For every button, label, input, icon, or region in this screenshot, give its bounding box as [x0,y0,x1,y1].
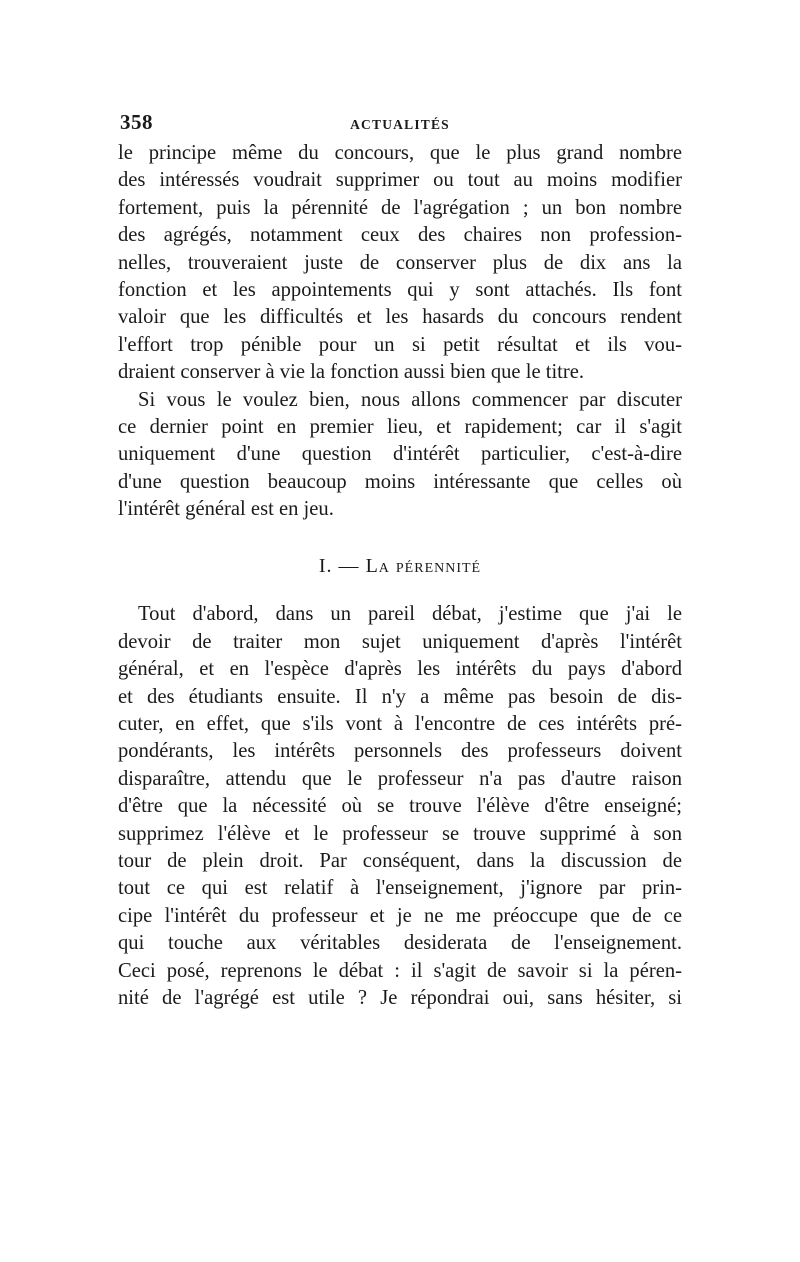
text-line: uniquement d'une question d'intérêt particulier, c'est-à-dire [118,443,682,466]
text-line: Tout d'abord, dans un pareil débat, j'estime que j'ai le [138,603,682,626]
text-line: d'une question beaucoup moins intéressante que celles où [118,470,682,493]
text-line: disparaître, attendu que le professeur n'a pas d'autre raison [118,767,682,790]
text-line: ce dernier point en premier lieu, et rapidement; car il s'agit [118,415,682,438]
paragraph-2 [118,387,682,524]
book-page [118,110,682,1012]
text-line: qui touche aux véritables desiderata de l'enseignement. [118,932,682,955]
page-number: 358 [120,110,153,134]
running-head: ACTUALITÉS [350,117,450,132]
text-line: des intéressés voudrait supprimer ou tout au moins modifier [118,169,682,192]
text-line: tour de plein droit. Par conséquent, dans la discussion de [118,849,682,872]
text-line: fortement, puis la pérennité de l'agrégation ; un bon nombre [118,196,682,219]
text-line: devoir de traiter mon sujet uniquement d'après l'intérêt [118,630,682,653]
text-line: fonction et les appointements qui y sont attachés. Ils font [118,278,682,301]
text-line: Ceci posé, reprenons le débat : il s'agit de savoir si la péren- [118,959,682,982]
text-line: tout ce qui est relatif à l'enseignement, j'ignore par prin- [118,877,682,900]
text-line: l'effort trop pénible pour un si petit résultat et ils vou- [118,333,682,356]
text-line: nité de l'agrégé est utile ? Je répondrai oui, sans hésiter, si [118,986,682,1009]
page-header [118,110,682,140]
text-line: cuter, en effet, que s'ils vont à l'encontre de ces intérêts pré- [118,713,682,736]
text-line: et des étudiants ensuite. Il n'y a même pas besoin de dis- [118,685,682,708]
text-line: draient conserver à vie la fonction aussi bien que le titre. [118,361,585,384]
text-line: Si vous le voulez bien, nous allons commencer par discuter [138,388,682,411]
text-line: pondérants, les intérêts personnels des professeurs doivent [118,740,682,763]
section-heading [118,555,682,578]
section-title: La pérennité [365,555,482,578]
paragraph-1 [118,140,682,387]
text-line: le principe même du concours, que le plus grand nombre [118,142,682,164]
text-line: général, et en l'espèce d'après les intérêts du pays d'abord [118,658,682,681]
paragraph-3 [118,601,682,1012]
text-line: l'intérêt général est en jeu. [118,498,334,521]
section-numeral: I. — [318,555,360,578]
text-line: supprimez l'élève et le professeur se trouve supprimé à son [118,822,682,845]
text-line: des agrégés, notamment ceux des chaires non profession- [118,224,682,247]
text-line: cipe l'intérêt du professeur et je ne me préoccupe que de ce [118,904,682,927]
text-line: valoir que les difficultés et les hasards du concours rendent [118,306,682,329]
text-line: d'être que la nécessité où se trouve l'élève d'être enseigné; [118,795,682,818]
text-line: nelles, trouveraient juste de conserver plus de dix ans la [118,251,682,274]
